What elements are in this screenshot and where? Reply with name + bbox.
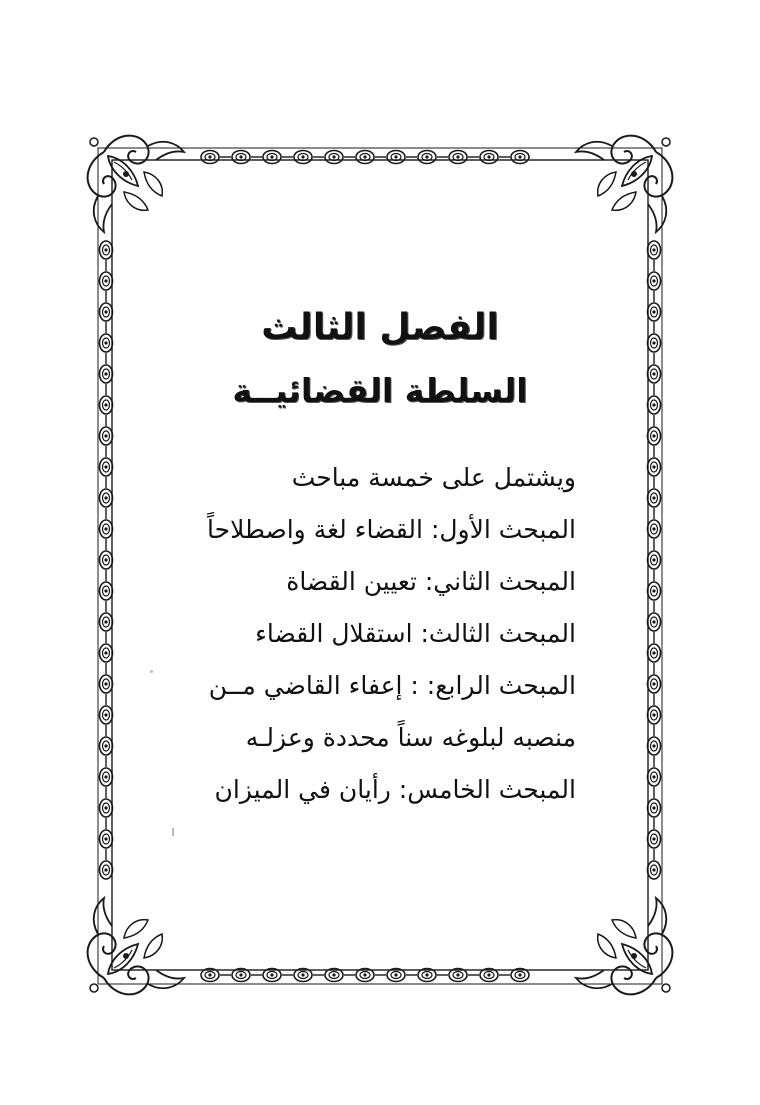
- border-bead: [648, 644, 661, 662]
- border-bead: [648, 830, 661, 848]
- section-line: المبحث الخامس: رأيان في الميزان: [214, 775, 576, 804]
- border-bead: [100, 644, 113, 662]
- border-bead: [356, 151, 374, 164]
- stray-mark: [172, 828, 174, 836]
- border-bead: [648, 241, 661, 259]
- border-bead: [100, 613, 113, 631]
- border-bead: [648, 365, 661, 383]
- intro-line: ويشتمل على خمسة مباحث: [291, 463, 576, 492]
- section-line: المبحث الثاني: تعيين القضاة: [286, 567, 576, 596]
- chapter-content: [180, 300, 580, 816]
- border-bead: [263, 151, 281, 164]
- section-list: [180, 452, 580, 816]
- border-bead: [100, 675, 113, 693]
- border-bead: [100, 706, 113, 724]
- border-bead: [232, 151, 250, 164]
- border-bead: [648, 799, 661, 817]
- border-bead: [648, 737, 661, 755]
- border-bead: [648, 675, 661, 693]
- border-bead: [648, 551, 661, 569]
- stray-dot: [150, 670, 153, 673]
- border-bead: [325, 151, 343, 164]
- border-bead: [100, 737, 113, 755]
- section-line: المبحث الثالث: استقلال القضاء: [255, 619, 576, 648]
- border-bead: [100, 365, 113, 383]
- section-line: المبحث الرابع: : إعفاء القاضي مــن: [208, 671, 576, 700]
- border-bead: [100, 303, 113, 321]
- border-bead: [100, 396, 113, 414]
- border-bead: [100, 799, 113, 817]
- border-bead: [100, 861, 113, 879]
- border-bead: [648, 303, 661, 321]
- border-bead: [648, 613, 661, 631]
- border-bead: [648, 520, 661, 538]
- border-bead: [100, 830, 113, 848]
- section-line-continued: منصبه لبلوغه سناً محددة وعزلـه: [245, 723, 576, 752]
- border-bead: [100, 582, 113, 600]
- border-bead: [100, 241, 113, 259]
- border-bead: [648, 396, 661, 414]
- border-bead: [648, 458, 661, 476]
- border-bead: [201, 151, 219, 164]
- border-bead: [100, 334, 113, 352]
- border-bead: [480, 151, 498, 164]
- border-bead: [387, 151, 405, 164]
- chapter-subtitle: السلطة القضائيــة: [232, 371, 528, 410]
- border-bead: [648, 582, 661, 600]
- border-bead: [100, 551, 113, 569]
- border-bead: [648, 861, 661, 879]
- border-bead: [100, 520, 113, 538]
- border-bead: [100, 427, 113, 445]
- border-bead: [648, 489, 661, 507]
- border-bead: [294, 151, 312, 164]
- border-bead: [648, 272, 661, 290]
- border-bead: [648, 768, 661, 786]
- chapter-title: الفصل الثالث: [261, 307, 499, 348]
- border-bead: [100, 489, 113, 507]
- section-line: المبحث الأول: القضاء لغة واصطلاحاً: [207, 515, 576, 544]
- border-bead: [511, 151, 529, 164]
- border-bead: [100, 768, 113, 786]
- border-bead: [100, 458, 113, 476]
- border-bead: [449, 151, 467, 164]
- border-bead: [648, 334, 661, 352]
- border-bead: [418, 151, 436, 164]
- border-bead: [648, 706, 661, 724]
- border-bead: [100, 272, 113, 290]
- border-bead: [648, 427, 661, 445]
